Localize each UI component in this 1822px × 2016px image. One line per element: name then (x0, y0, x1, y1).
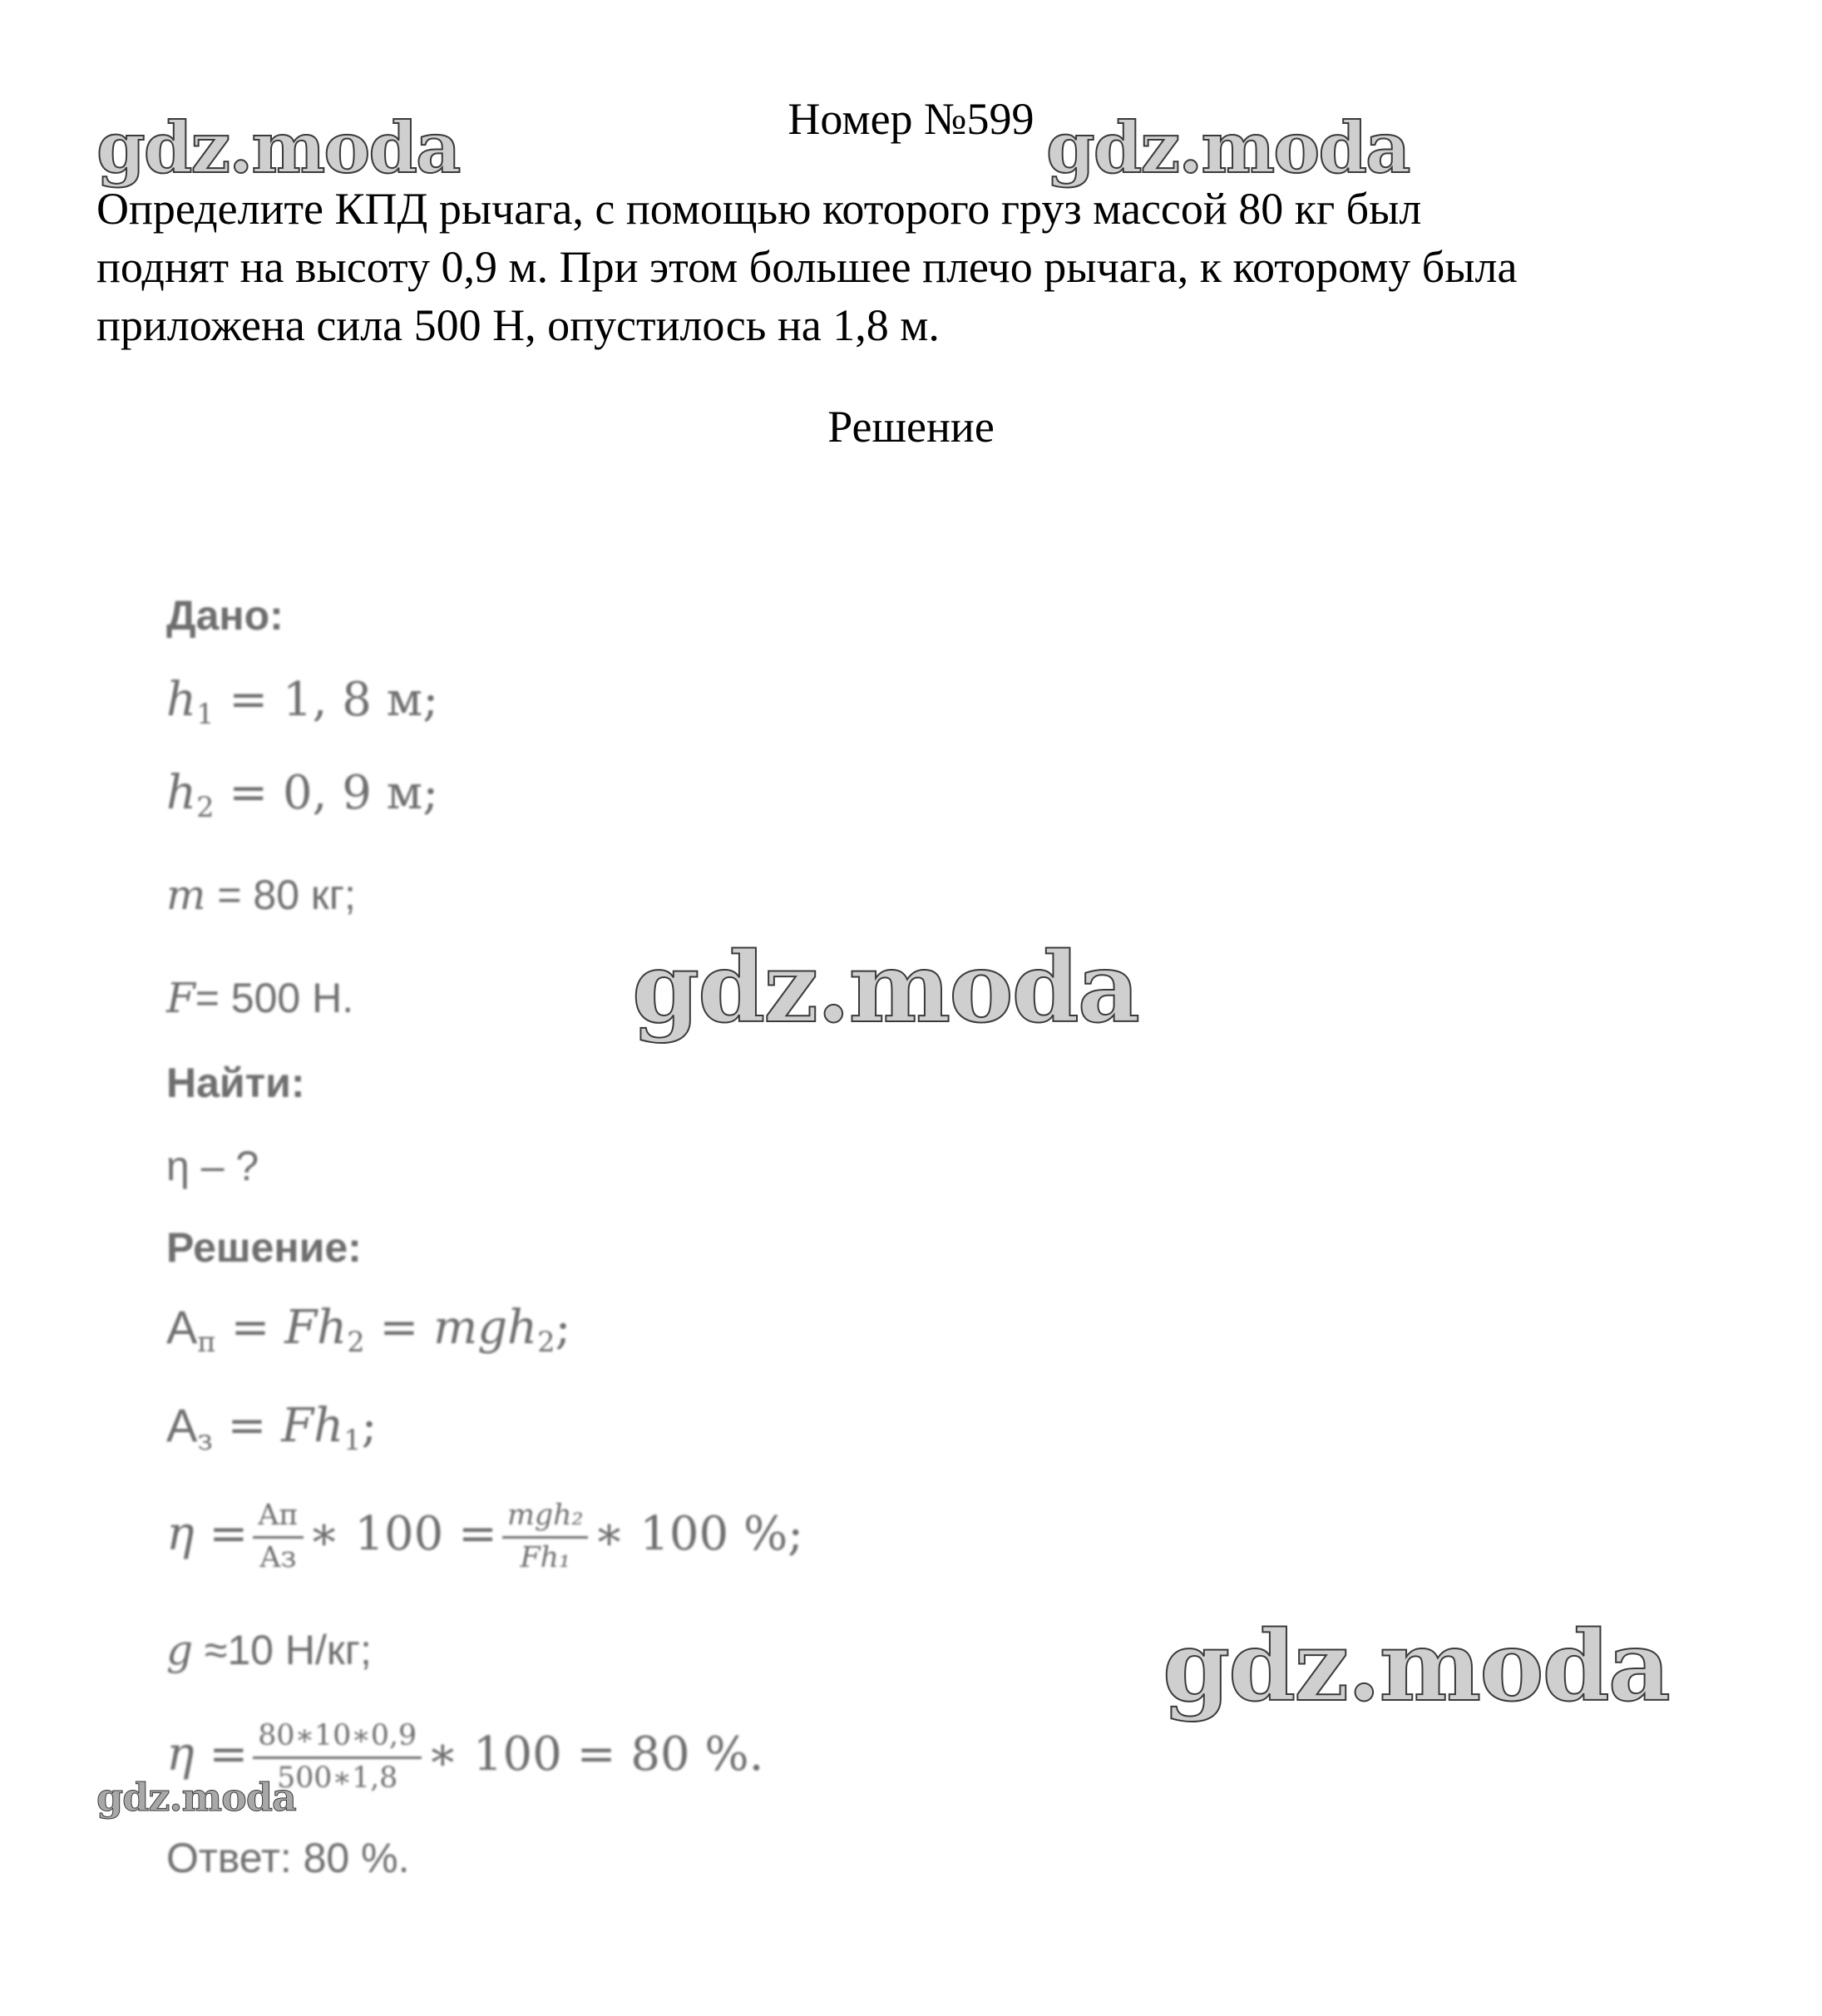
expr: = Fh (215, 1301, 348, 1355)
watermark-logo: gdz.moda (632, 931, 1138, 1045)
expr: ∗ 100 = 80 %. (427, 1727, 764, 1781)
expr: ; (555, 1301, 571, 1355)
equation-efficiency (166, 1489, 803, 1580)
value: = 1, 8 м; (214, 673, 439, 727)
subscript: 1 (343, 1424, 362, 1457)
symbol: A (166, 1399, 198, 1451)
watermark-logo: gdz.moda (96, 106, 460, 189)
problem-statement (96, 180, 1760, 354)
value: = 500 Н. (195, 975, 354, 1021)
find-value: η – ? (166, 1143, 259, 1189)
denominator: Fh₁ (520, 1541, 570, 1574)
subscript: п (197, 1326, 216, 1359)
value: ≈10 Н/кг; (193, 1627, 372, 1673)
given-m (166, 868, 356, 922)
value: = 80 кг; (205, 872, 356, 918)
given-label: Дано: (166, 592, 284, 639)
subscript: з (197, 1424, 213, 1457)
watermark-logo: gdz.moda (1163, 1610, 1669, 1723)
symbol: h (166, 766, 197, 820)
problem-line: Определите КПД рычага, с помощью которого груз массой 80 кг был (96, 184, 1422, 234)
given-h1 (166, 674, 438, 741)
symbol: A (166, 1301, 198, 1353)
eta: η = (166, 1727, 249, 1781)
subscript: 2 (347, 1326, 365, 1359)
numerator: mgh₂ (502, 1500, 588, 1539)
given-h2 (166, 767, 438, 834)
solution-heading: Решение (827, 402, 995, 452)
numerator: Aп (253, 1500, 303, 1539)
answer: Ответ: 80 %. (166, 1835, 410, 1881)
fraction (502, 1500, 588, 1575)
symbol: h (166, 673, 197, 727)
subscript: 1 (196, 698, 215, 731)
expr: ; (361, 1399, 378, 1453)
page-title: Номер №599 (788, 94, 1034, 144)
denominator: 500∗1,8 (277, 1762, 398, 1795)
subscript: 2 (196, 791, 215, 824)
expr: ∗ 100 = (308, 1507, 497, 1561)
solution-label: Решение: (166, 1224, 362, 1271)
given-F (166, 971, 353, 1025)
expr: ∗ 100 %; (593, 1507, 804, 1561)
subscript: 2 (537, 1326, 555, 1359)
symbol: F (166, 974, 195, 1022)
eta: η = (166, 1507, 249, 1561)
value: = 0, 9 м; (214, 766, 439, 820)
expr: = mgh (364, 1301, 538, 1355)
gravity-constant (166, 1623, 372, 1677)
problem-line: поднят на высоту 0,9 м. При этом большее плечо рычага, к которому была (96, 242, 1518, 292)
problem-line: приложена сила 500 Н, опустилось на 1,8 м. (96, 300, 940, 350)
numerator: 80∗10∗0,9 (253, 1720, 422, 1759)
symbol: g (166, 1626, 194, 1674)
watermark-logo: gdz.moda (96, 1775, 296, 1820)
expr: = Fh (212, 1399, 344, 1453)
watermark-logo: gdz.moda (1046, 106, 1410, 189)
equation-total-work (166, 1399, 377, 1467)
equation-useful-work (166, 1301, 570, 1369)
fraction (253, 1500, 303, 1575)
symbol: m (166, 871, 206, 919)
denominator: Aз (259, 1541, 297, 1574)
find-label: Найти: (166, 1060, 305, 1106)
